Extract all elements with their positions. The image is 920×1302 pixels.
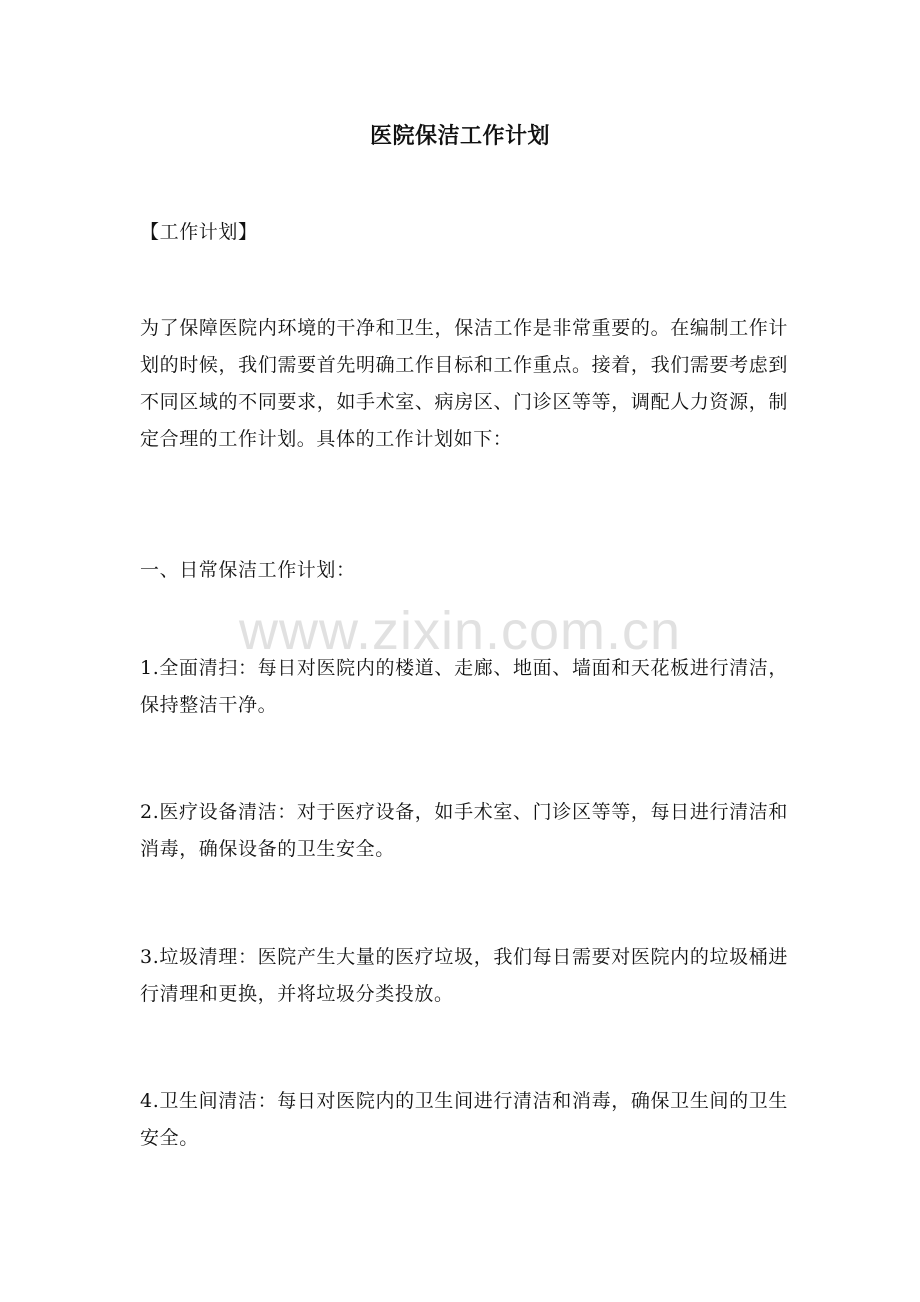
list-item: 1.全面清扫：每日对医院内的楼道、走廊、地面、墙面和天花板进行清洁，保持整洁干净。 [140, 657, 788, 716]
watermark: www.zixin.com.cn [238, 601, 682, 661]
list-item: 4.卫生间清洁：每日对医院内的卫生间进行清洁和消毒，确保卫生间的卫生安全。 [140, 1090, 788, 1149]
intro-paragraph: 为了保障医院内环境的干净和卫生，保洁工作是非常重要的。在编制工作计划的时候，我们需要首先明确工作目标和工作重点。接着，我们需要考虑到不同区域的不同要求，如手术室、病房区、门诊区等等，调配人力资源，制定合理的工作计划。具体的工作计划如下： [140, 317, 788, 450]
subheading-daily-cleaning: 一、日常保洁工作计划： [140, 559, 356, 581]
section-heading: 【工作计划】 [140, 221, 258, 243]
document-title: 医院保洁工作计划 [369, 123, 550, 149]
list-item: 3.垃圾清理：医院产生大量的医疗垃圾，我们每日需要对医院内的垃圾桶进行清理和更换，并将垃圾分类投放。 [140, 946, 788, 1005]
list-item: 2.医疗设备清洁：对于医疗设备，如手术室、门诊区等等，每日进行清洁和消毒，确保设备的卫生安全。 [140, 801, 788, 860]
